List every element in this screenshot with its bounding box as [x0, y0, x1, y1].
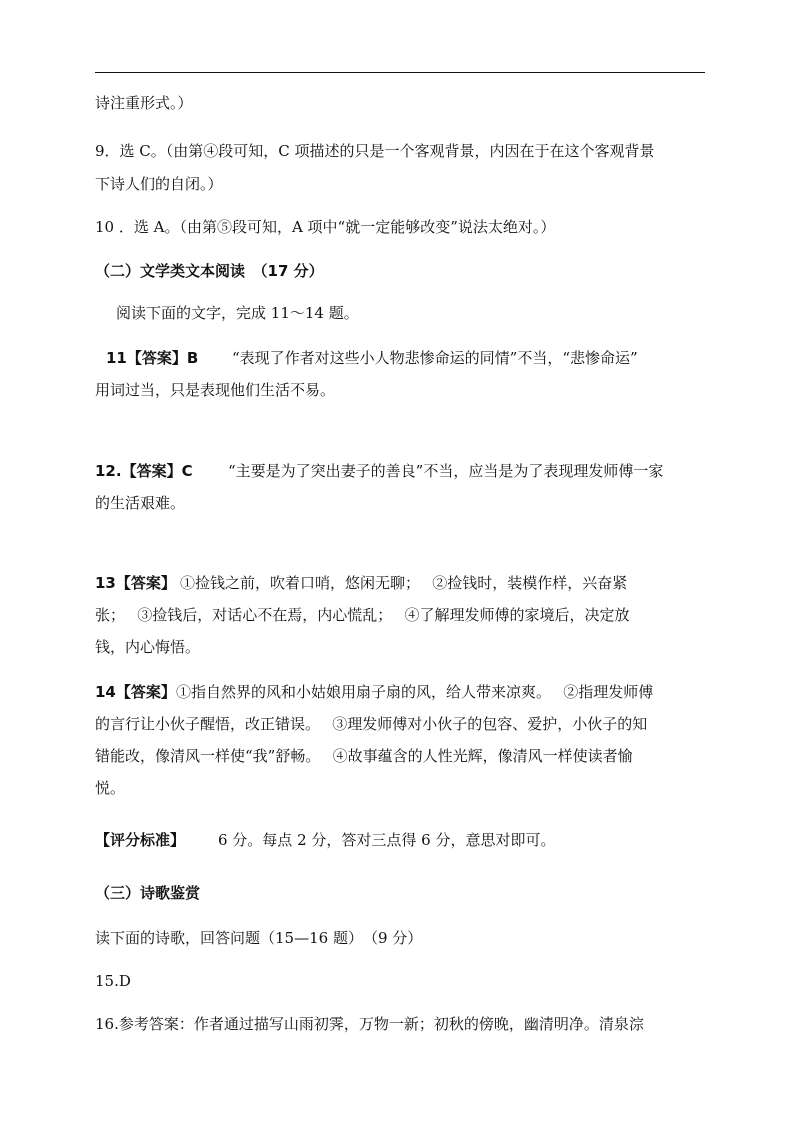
q13-answer-label: 13【答案】	[95, 574, 176, 592]
q10-line: 10 ．选 A。（由第⑤段可知，A 项中“就一定能够改变”说法太绝对。）	[95, 218, 556, 236]
q14-line-3: 错能改，像清风一样使“我”舒畅。 ④故事蕴含的人性光辉，像清风一样使读者愉	[95, 747, 633, 765]
section-3-heading: （三）诗歌鉴赏	[95, 884, 201, 902]
poem-instruction: 读下面的诗歌，回答问题（15—16 题） （9 分）	[95, 929, 423, 947]
scoring-label: 【评分标准】	[95, 831, 186, 849]
q13-line-3: 钱，内心悔悟。	[95, 638, 201, 656]
section-2-heading: （二）文学类文本阅读 （17 分）	[95, 262, 324, 280]
q12-line-1: “主要是为了突出妻子的善良”不当，应当是为了表现理发师傅一家	[228, 462, 664, 480]
q16-answer: 16.参考答案：作者通过描写山雨初霁，万物一新；初秋的傍晚，幽清明净。清泉淙	[95, 1015, 644, 1033]
header-rule	[95, 72, 705, 73]
q14-answer-label: 14【答案】	[95, 683, 176, 701]
q13-line-1: ①捡钱之前，吹着口哨，悠闲无聊； ②捡钱时，装模作样，兴奋紧	[180, 574, 628, 592]
q15-answer: 15.D	[95, 972, 131, 990]
q11-line-2: 用词过当，只是表现他们生活不易。	[95, 381, 336, 399]
q14-line-4: 悦。	[95, 779, 126, 797]
instruction-line: 阅读下面的文字，完成 11～14 题。	[116, 304, 359, 322]
q11-line-1: “表现了作者对这些小人物悲惨命运的同情”不当，“悲惨命运”	[232, 349, 638, 367]
q12-answer-label: 12.【答案】C	[95, 462, 193, 480]
q12-line-2: 的生活艰难。	[95, 494, 186, 512]
q14-line-2: 的言行让小伙子醒悟，改正错误。 ③理发师傅对小伙子的包容、爱护，小伙子的知	[95, 715, 648, 733]
q14-line-1: ①指自然界的风和小姑娘用扇子扇的风，给人带来凉爽。 ②指理发师傅	[176, 683, 654, 701]
scoring-text: 6 分。每点 2 分，答对三点得 6 分，意思对即可。	[218, 831, 556, 849]
q9-line-2: 下诗人们的自闭。）	[95, 175, 223, 193]
q13-line-2: 张； ③捡钱后，对话心不在焉，内心慌乱； ④了解理发师傅的家境后，决定放	[95, 606, 630, 624]
q9-line-1: 9．选 C。（由第④段可知，C 项描述的只是一个客观背景，内因在于在这个客观背景	[95, 142, 655, 160]
q11-answer-label: 11【答案】B	[106, 349, 199, 367]
text-line-1: 诗注重形式。）	[95, 94, 193, 112]
